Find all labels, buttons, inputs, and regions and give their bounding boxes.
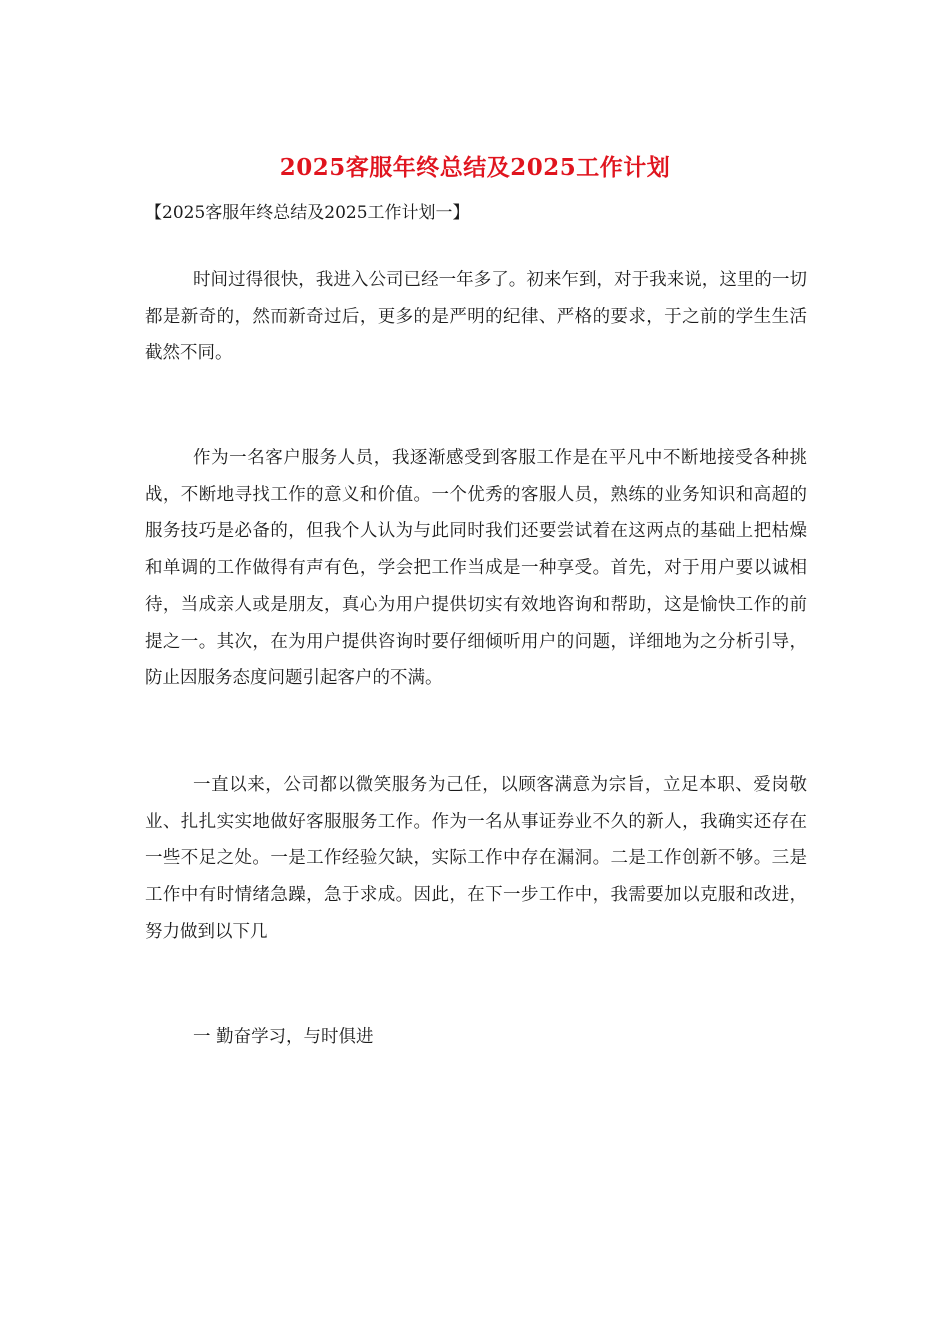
document-subtitle: 【2025客服年终总结及2025工作计划一】 xyxy=(145,203,470,223)
section-heading: 一 勤奋学习，与时俱进 xyxy=(193,1027,374,1047)
paragraph-1: 时间过得很快，我进入公司已经一年多了。初来乍到，对于我来说，这里的一切都是新奇的，然而新奇过后，更多的是严明的纪律、严格的要求，于之前的学生生活截然不同。 xyxy=(145,270,807,364)
document-title: 2025客服年终总结及2025工作计划 xyxy=(279,154,671,181)
paragraph-3: 一直以来，公司都以微笑服务为己任，以顾客满意为宗旨，立足本职、爱岗敬业、扎扎实实地做好客服服务工作。作为一名从事证券业不久的新人，我确实还存在一些不足之处。一是工作经验欠缺，实际工作中存在漏洞。二是工作创新不够。三是工作中有时情绪急躁，急于求成。因此，在下一步工作中，我需要加以克服和改进，努力做到以下几 xyxy=(145,775,807,942)
paragraph-2: 作为一名客户服务人员，我逐渐感受到客服工作是在平凡中不断地接受各种挑战，不断地寻找工作的意义和价值。一个优秀的客服人员，熟练的业务知识和高超的服务技巧是必备的，但我个人认为与此同时我们还要尝试着在这两点的基础上把枯燥和单调的工作做得有声有色，学会把工作当成是一种享受。首先，对于用户要以诚相待，当成亲人或是朋友，真心为用户提供切实有效地咨询和帮助，这是愉快工作的前提之一。其次，在为用户提供咨询时要仔细倾听用户的问题，详细地为之分析引导，防止因服务态度问题引起客户的不满。 xyxy=(145,448,807,689)
